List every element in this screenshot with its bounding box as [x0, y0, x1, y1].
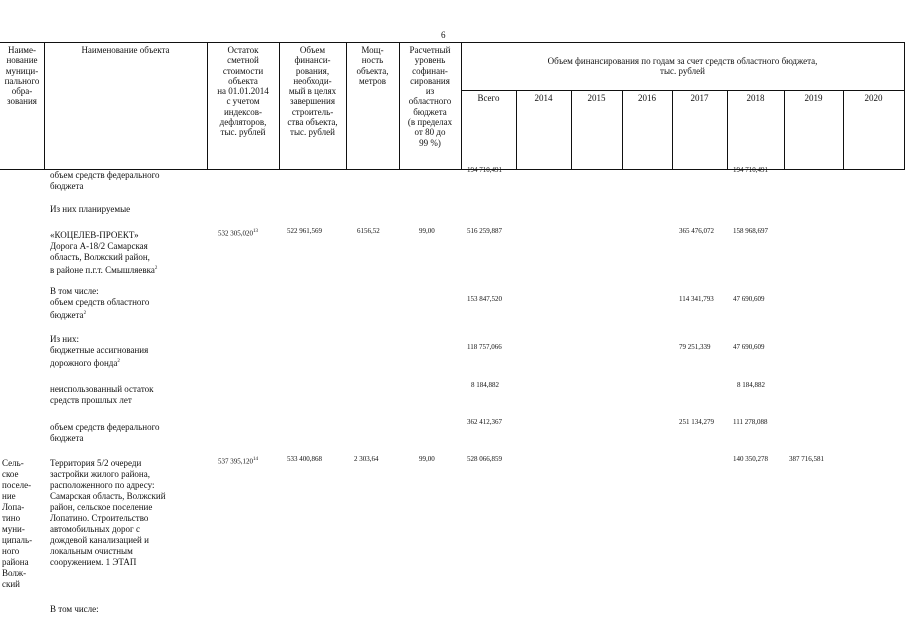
- header-years-divider: [461, 90, 905, 91]
- header-by-years-title: Объем финансирования по годам за счет средств областного бюджета, тыс. рублей: [547, 56, 818, 77]
- header-year-2017: 2017: [690, 93, 709, 103]
- cell-2017: 79 251,339: [679, 343, 711, 351]
- header-cofinancing-level: Расчетный уровень софинан- сирования из областного бюджета (в пределах от 80 до 99 %): [407, 45, 453, 148]
- cell-2017: 114 341,793: [679, 295, 714, 303]
- cell-level: 99,00: [419, 227, 435, 235]
- cell-total: 194 710,491: [467, 166, 502, 174]
- row-name: В том числе: объем средств областного бюджета$^2$: [50, 286, 150, 320]
- cell-2018: 47 690,609: [733, 295, 765, 303]
- row-name: объем средств федерального бюджета: [50, 422, 160, 443]
- cell-2017: 365 476,072: [679, 227, 714, 235]
- header-year-2018: 2018: [746, 93, 765, 103]
- row-name: Из них: бюджетные ассигнования дорожного фонда$^2$: [50, 334, 149, 368]
- row-name: Территория 5/2 очереди застройки жилого района, расположенного по адресу: Самарская область, Волжский район, сельское поселение Лопатино. Строительство автомобильных дорог с дождевой канализацией и локальным очистным сооружением. 1 ЭТАП: [50, 458, 166, 567]
- col-divider: [44, 42, 45, 170]
- header-remaining-cost: Остаток сметной стоимости объекта на 01.01.2014 с учетом индексов- дефляторов, тыс. рублей: [217, 45, 269, 138]
- cell-total: 362 412,367: [467, 418, 502, 426]
- cell-financing: 533 400,868: [287, 455, 322, 463]
- header-year-2020: 2020: [864, 93, 883, 103]
- row-name: «КОЦЕЛЕВ-ПРОЕКТ» Дорога А-18/2 Самарская область, Волжский район, в районе п.г.т. Смышляевка$^2$: [50, 230, 158, 275]
- cell-total: 153 847,520: [467, 295, 502, 303]
- cell-remaining: 532 305,020$^{13}$: [218, 229, 258, 238]
- header-year-2016: 2016: [638, 93, 656, 103]
- table-header: [0, 42, 905, 170]
- cell-2018: 47 690,609: [733, 343, 765, 351]
- cell-total: 8 184,882: [471, 381, 499, 389]
- cell-2018: 8 184,882: [737, 381, 765, 389]
- row-municipality: Сель- ское поселе- ние Лопа- тино муни- ципаль- ного района Волж- ский: [2, 458, 33, 589]
- header-object-name: Наименование объекта: [81, 45, 170, 55]
- header-year-2014: 2014: [534, 93, 553, 103]
- cell-total: 516 259,887: [467, 227, 502, 235]
- header-capacity: Мощ- ность объекта, метров: [356, 45, 389, 86]
- cell-2018: 158 968,697: [733, 227, 768, 235]
- cell-2018: 140 350,278: [733, 455, 768, 463]
- cell-2017: 251 134,279: [679, 418, 714, 426]
- row-name: В том числе:: [50, 604, 99, 614]
- header-top-border: [0, 42, 905, 43]
- cell-remaining: 537 395,120$^{14}$: [218, 457, 258, 466]
- header-financing-volume: Объем финанси- рования, необходи- мый в целях завершения строитель- ства объекта, тыс. рублей: [287, 45, 338, 138]
- cell-total: 118 757,066: [467, 343, 502, 351]
- cell-2019: 387 716,581: [789, 455, 824, 463]
- cell-2018: 111 278,088: [733, 418, 768, 426]
- header-year-2019: 2019: [804, 93, 823, 103]
- cell-capacity: 2 303,64: [354, 455, 379, 463]
- cell-financing: 522 961,569: [287, 227, 322, 235]
- row-name: неиспользованный остаток средств прошлых лет: [50, 384, 154, 405]
- page-number: 6: [441, 30, 446, 40]
- header-municipality: Наиме- нование муници- пального обра- зования: [4, 45, 40, 107]
- row-name: объем средств федерального бюджета: [50, 170, 160, 191]
- row-name: Из них планируемые: [50, 204, 131, 214]
- cell-capacity: 6156,52: [357, 227, 380, 235]
- cell-2018: 194 710,491: [733, 166, 768, 174]
- header-year-2015: 2015: [587, 93, 606, 103]
- header-total: Всего: [477, 93, 500, 103]
- cell-total: 528 066,859: [467, 455, 502, 463]
- cell-level: 99,00: [419, 455, 435, 463]
